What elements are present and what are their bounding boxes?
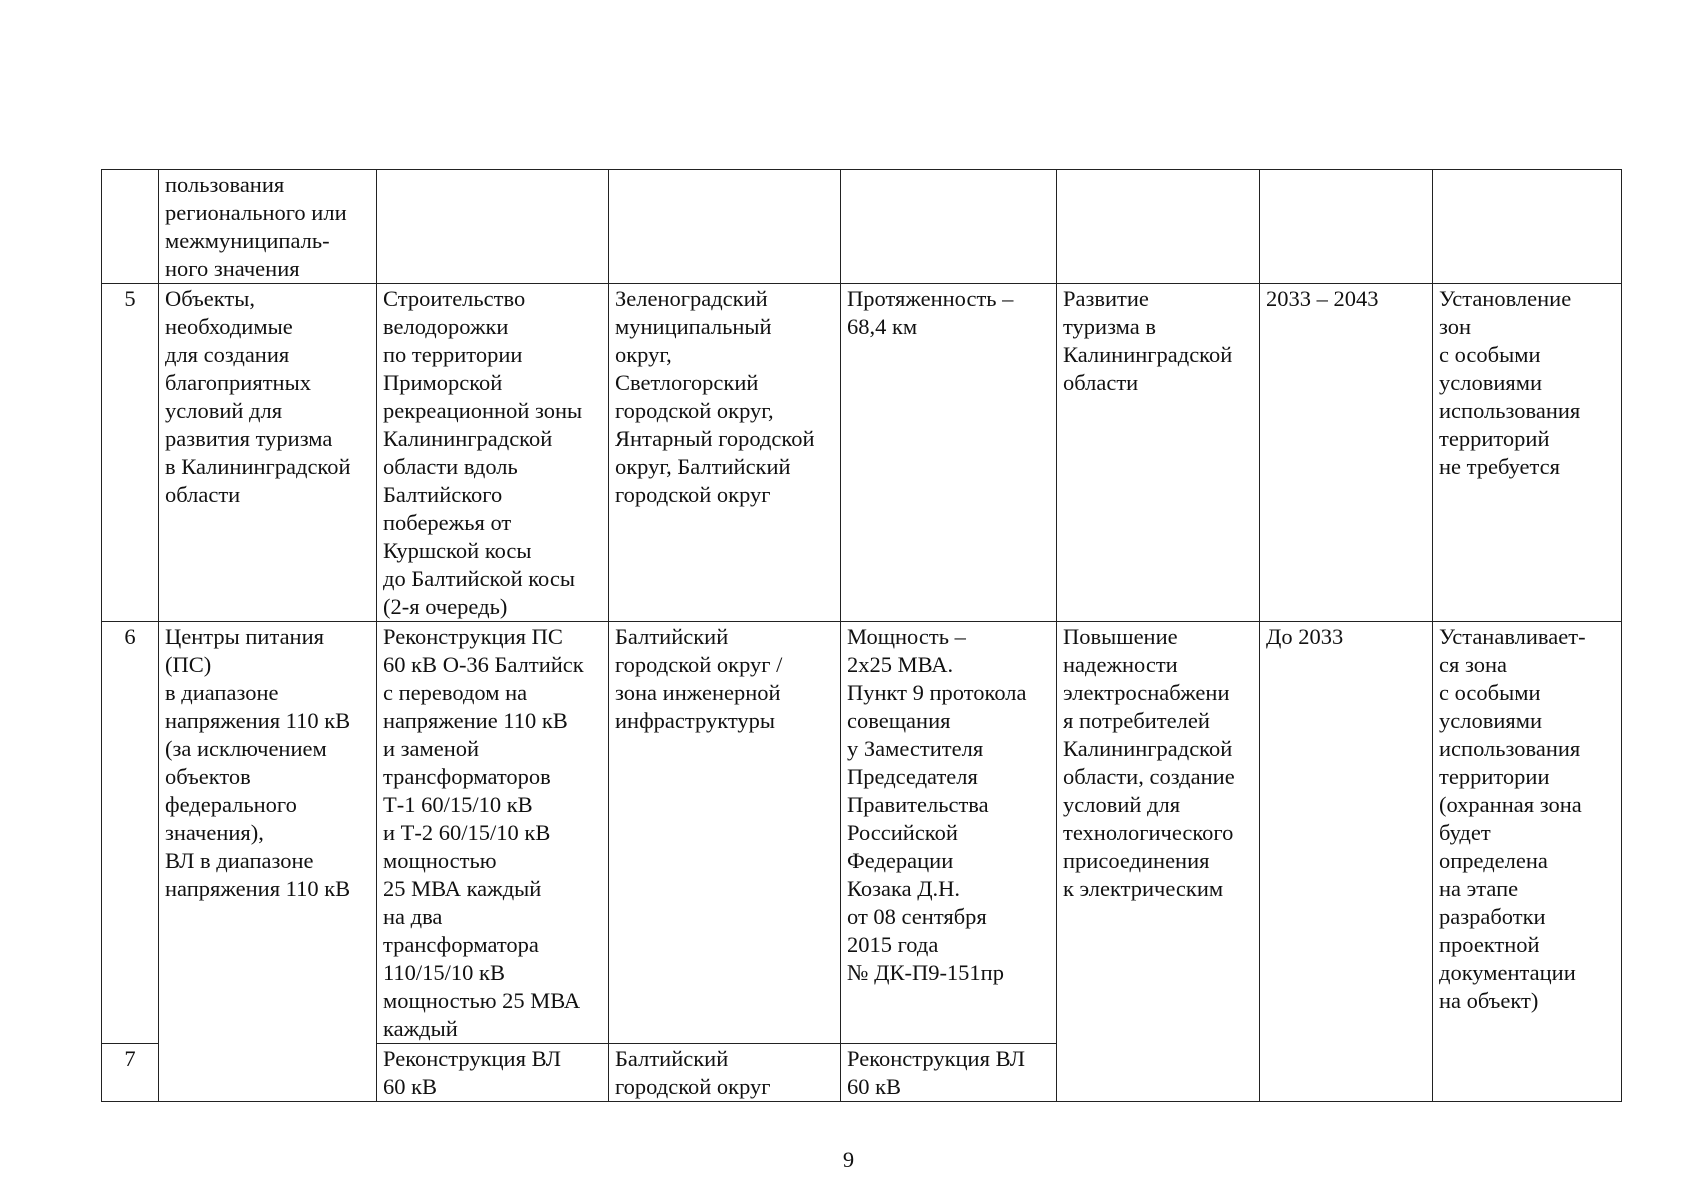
row-number-cell [102,170,159,284]
territory-planning-table [101,169,1622,1102]
object-cell: Центры питания (ПС) в диапазоне напряжения 110 кВ (за исключением объектов федерального значения), ВЛ в диапазоне напряжения 110 кВ [159,622,377,1102]
zones-cell: Устанавливает- ся зона с особыми условиями использования территории (охранная зона будет определена на этапе разработки проектной документации на объект) [1433,622,1622,1102]
characteristics-cell: Протяженность – 68,4 км [841,284,1057,622]
characteristics-cell [841,170,1057,284]
row-number-cell: 7 [102,1044,159,1102]
name-cell: Реконструкция ПС 60 кВ О-36 Балтийск с переводом на напряжение 110 кВ и заменой трансформаторов Т-1 60/15/10 кВ и Т-2 60/15/10 кВ мощностью 25 МВА каждый на два трансформатора 110/15/10 кВ мощностью 25 МВА каждый [377,622,609,1044]
name-cell: Строительство велодорожки по территории Приморской рекреационной зоны Калининградской области вдоль Балтийского побережья от Куршской косы до Балтийской косы (2-я очередь) [377,284,609,622]
term-cell: 2033 – 2043 [1260,284,1433,622]
characteristics-cell: Мощность – 2х25 МВА. Пункт 9 протокола совещания у Заместителя Председателя Правительства Российской Федерации Козака Д.Н. от 08 сентября 2015 года № ДК-П9-151пр [841,622,1057,1044]
name-cell [377,170,609,284]
table-row [102,622,1622,1044]
zones-cell: Установление зон с особыми условиями использования территорий не требуется [1433,284,1622,622]
term-cell: До 2033 [1260,622,1433,1102]
purpose-cell: Развитие туризма в Калининградской области [1057,284,1260,622]
location-cell: Балтийский городской округ [609,1044,841,1102]
purpose-cell [1057,170,1260,284]
term-cell [1260,170,1433,284]
purpose-cell: Повышение надежности электроснабжени я потребителей Калининградской области, создание условий для технологического присоединения к электрическим [1057,622,1260,1102]
table-row [102,170,1622,284]
object-cell: пользования регионального или межмуниципаль- ного значения [159,170,377,284]
location-cell: Зеленоградский муниципальный округ, Светлогорский городской округ, Янтарный городской округ, Балтийский городской округ [609,284,841,622]
zones-cell [1433,170,1622,284]
object-cell: Объекты, необходимые для создания благоприятных условий для развития туризма в Калининградской области [159,284,377,622]
row-number-cell: 5 [102,284,159,622]
location-cell: Балтийский городской округ / зона инженерной инфраструктуры [609,622,841,1044]
name-cell: Реконструкция ВЛ 60 кВ [377,1044,609,1102]
characteristics-cell: Реконструкция ВЛ 60 кВ [841,1044,1057,1102]
table-row [102,284,1622,622]
row-number-cell: 6 [102,622,159,1044]
location-cell [609,170,841,284]
page-number: 9 [842,1147,855,1172]
